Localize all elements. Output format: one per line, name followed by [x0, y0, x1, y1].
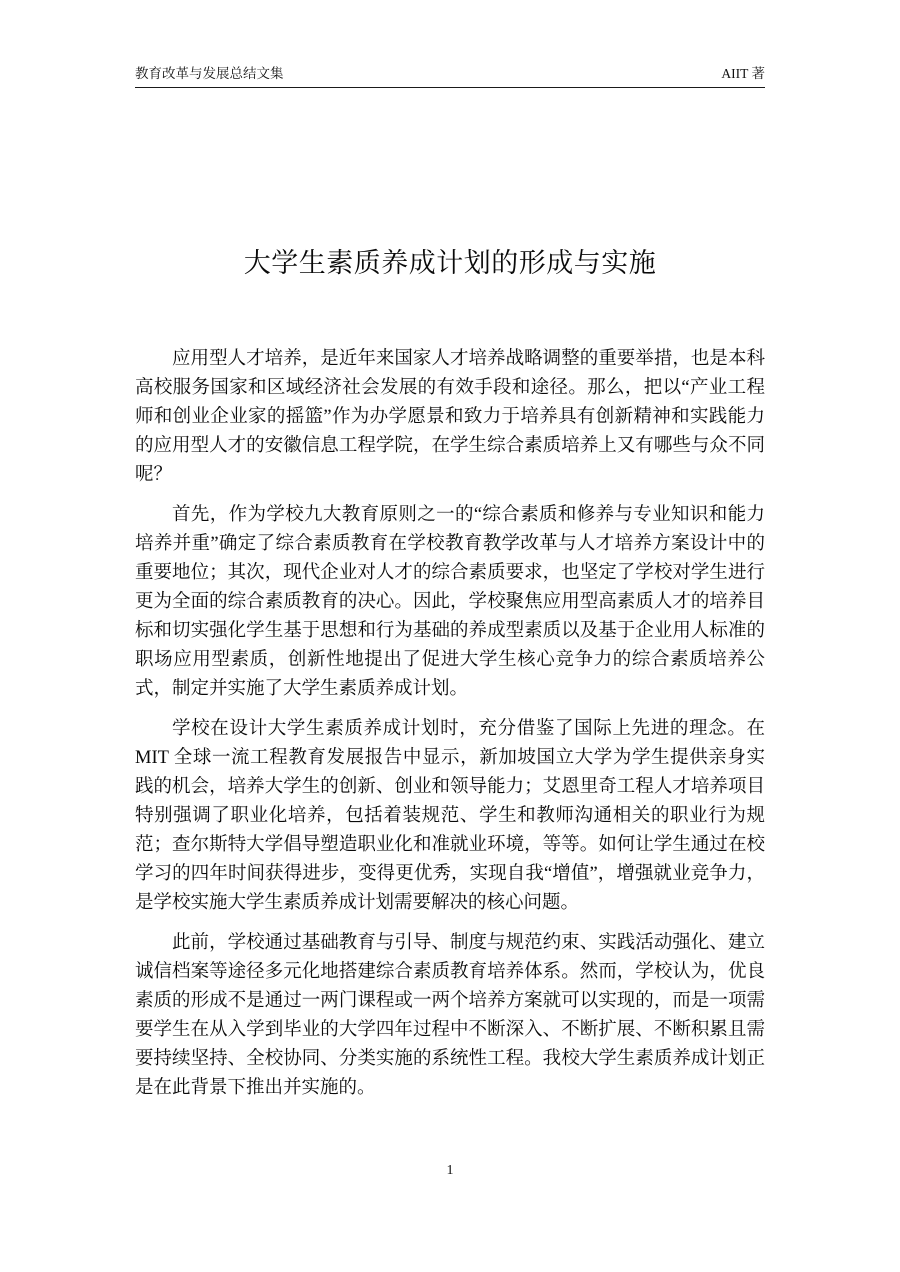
- header-author: AIIT 著: [721, 66, 765, 81]
- paragraph-background: 此前，学校通过基础教育与引导、制度与规范约束、实践活动强化、建立诚信档案等途径多元化地搭建综合素质教育培养体系。然而，学校认为，优良素质的形成不是通过一两门课程或一两个培养方案就可以实现的，而是一项需要学生在从入学到毕业的大学四年过程中不断深入、不断扩展、不断积累且需要持续坚持、全校协同、分类实施的系统性工程。我校大学生素质养成计划正是在此背景下推出并实施的。: [135, 933, 765, 1098]
- header-booklet-title: 教育改革与发展总结文集: [135, 66, 284, 81]
- article-title: 大学生素质养成计划的形成与实施: [243, 248, 657, 278]
- paragraph-intro: 应用型人才培养，是近年来国家人才培养战略调整的重要举措，也是本科高校服务国家和区域经济社会发展的有效手段和途径。那么，把以“产业工程师和创业企业家的摇篮”作为办学愿景和致力于培养具有创新精神和实践能力的应用型人才的安徽信息工程学院，在学生综合素质培养上又有哪些与众不同呢？: [135, 349, 765, 485]
- page-footer: [0, 1161, 900, 1181]
- article-body: [135, 345, 765, 1114]
- running-header: [135, 64, 765, 88]
- paragraph-principles: 首先，作为学校九大教育原则之一的“综合素质和修养与专业知识和能力培养并重”确定了综合素质教育在学校教育教学改革与人才培养方案设计中的重要地位；其次，现代企业对人才的综合素质要求，也坚定了学校对学生进行更为全面的综合素质教育的决心。因此，学校聚焦应用型高素质人才的培养目标和切实强化学生基于思想和行为基础的养成型素质以及基于企业用人标准的职场应用型素质，创新性地提出了促进大学生核心竞争力的综合素质培养公式，制定并实施了大学生素质养成计划。: [135, 505, 765, 699]
- page-number: 1: [446, 1163, 454, 1178]
- paragraph-international-reference: 学校在设计大学生素质养成计划时，充分借鉴了国际上先进的理念。在MIT 全球一流工程教育发展报告中显示，新加坡国立大学为学生提供亲身实践的机会，培养大学生的创新、创业和领导能力；艾恩里奇工程人才培养项目特别强调了职业化培养，包括着装规范、学生和教师沟通相关的职业行为规范；查尔斯特大学倡导塑造职业化和准就业环境，等等。如何让学生通过在校学习的四年时间获得进步，变得更优秀，实现自我“增值”，增强就业竞争力，是学校实施大学生素质养成计划需要解决的核心问题。: [135, 719, 765, 913]
